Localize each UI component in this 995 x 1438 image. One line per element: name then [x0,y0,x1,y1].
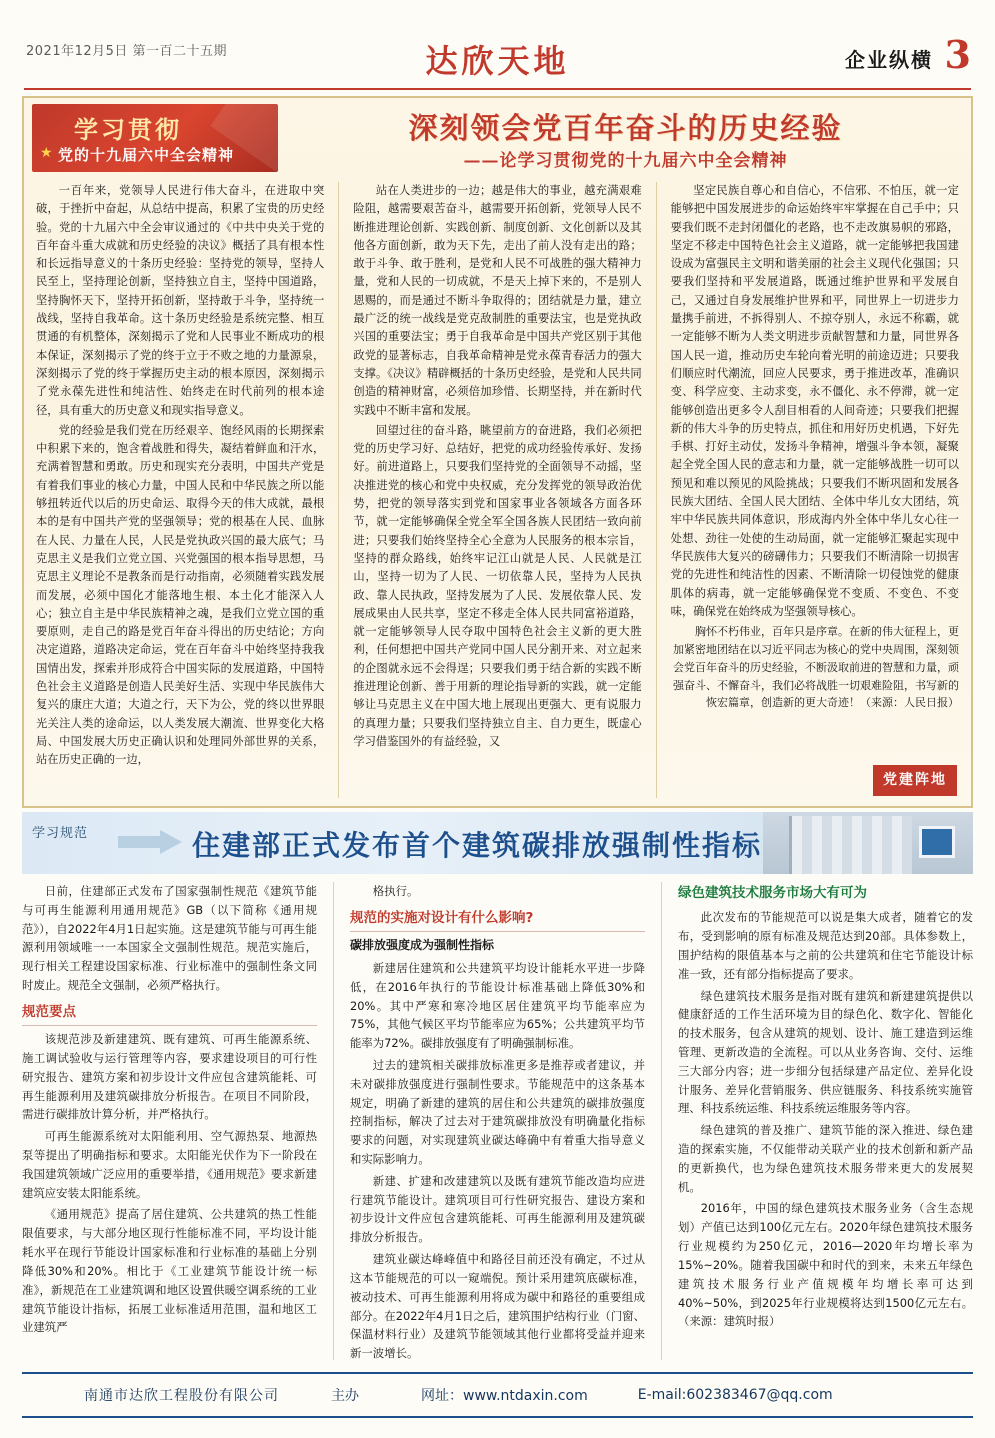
page-number: 3 [944,32,971,77]
article-lead-col3 [671,182,959,798]
party-building-stamp: 党建阵地 [873,765,957,796]
issue-date: 2021年12月5日 第一百二十五期 [26,44,228,59]
page-footer [22,1372,973,1418]
star-icon: ★ [40,145,53,161]
subheading-norm-points: 规范要点 [22,1001,317,1026]
study-norm-tag: 学习规范 [32,826,89,841]
article-lead-col2 [353,182,641,798]
paragraph: 新建、扩建和改建建筑以及既有建筑节能改造均应进行建筑节能设计。建筑项目可行性研究报告、建设方案和初步设计文件应包含建筑能耗、可再生能源利用及建筑碳排放分析报告。 [350,1173,645,1245]
paragraph: 站在人类进步的一边；越是伟大的事业，越充满艰难险阻，越需要艰苦奋斗，越需要开拓创新，党领导人民不断推进理论创新、实践创新、制度创新、文化创新以及其他各方面创新，敢为天下先，走出了前人没有走出的路；敢于斗争、敢于胜利，是党和人民不可战胜的强大精神力量，党和人民的一切成就，不是天上掉下来的，不是别人恩赐的，而是通过不断斗争取得的；团结就是力量，建立最广泛的统一战线是党克敌制胜的重要法宝，也是党执政兴国的重要法宝；勇于自我革命是中国共产党区别于其他政党的显著标志，自我革命精神是党永葆青春活力的强大支撑。《决议》精辟概括的十条历史经验，是党和人民共同创造的精神财富，必须倍加珍惜、长期坚持，并在新时代实践中不断丰富和发展。 [353,184,642,417]
column-divider [333,882,334,1360]
paragraph: 《通用规范》提高了居住建筑、公共建筑的热工性能限值要求，与大部分地区现行性能标准不同，平均设计能耗水平在现行节能设计国家标准和行业标准的基础上分别降低30%和20%。相比于《工业建筑节能设计统一标准》，新规范在工业建筑调和地区设置供暖空调系统的工业建筑节能设计指标，拓展工业标准适用范围，温和地区工业建筑严 [22,1207,317,1335]
footer-website[interactable]: 网址：www.ntdaxin.com [421,1388,588,1404]
paragraph-source: 胸怀不朽伟业，百年只是序章。在新的伟大征程上，更加紧密地团结在以习近平同志为核心的党中央周围，深刻领会党百年奋斗的历史经验，不断汲取前进的智慧和力量，顽强奋斗、不懈奋斗，我们必将战胜一切艰难险阻，书写新的恢宏篇章，创造新的更大奇迹！（来源：人民日报） [672,625,959,710]
article-lead-header [24,98,971,180]
subheading-green-market: 绿色建筑技术服务市场大有可为 [678,885,867,901]
article-second-columns [22,882,973,1360]
paragraph: 格执行。 [372,884,419,898]
masthead [0,0,995,92]
paragraph: 该规范涉及新建建筑、既有建筑、可再生能源系统、施工调试验收与运行管理等内容，要求建设项目的可行性研究报告、建筑方案和初步设计文件应包含建筑能耗、可再生能源利用及建筑碳排放分析报告。在项目不同阶段，需进行碳排放计算分析，并严格执行。 [22,1032,317,1122]
section-title: 企业纵横 [845,48,933,72]
building-photo [763,812,973,874]
study-badge-line1: 学习贯彻 [74,115,182,144]
article-lead-title: 深刻领会党百年奋斗的历史经验 [408,111,843,145]
subheading-carbon-intensity: 碳排放强度成为强制性指标 [350,938,495,953]
study-badge-line2: 党的十九届六中全会精神 [58,146,235,164]
paragraph: 绿色建筑技术服务是指对既有建筑和新建建筑提供以健康舒适的工作生活环境为目的绿色化、数字化、智能化的技术服务，包含从建筑的规划、设计、施工建造到运维管理、更新改造的全流程。可以从业务咨询、交付、运维三大部分内容；进一步细分包括绿建产品定位、差异化设计服务、差异化营销服务、供应链服务、科技系统实施管理、科技系统运维、科技系统运维服务等内容。 [678,988,973,1116]
paragraph: 2016年，中国的绿色建筑技术服务业务（含生态规划）产值已达到100亿元左右。2020年绿色建筑技术服务行业规模约为250亿元，2016—2020年均增长率为15%~20%。随着我国碳中和时代的到来，未来五年绿色建筑技术服务行业产值规模年均增长率可达到40%~50%，到2025年行业规模将达到1500亿元左右。（来源：建筑时报） [678,1201,973,1329]
paragraph: 此次发布的节能规范可以说是集大成者，随着它的发布，受到影响的原有标准及规范达到20部。具体参数上，围护结构的限值基本与之前的公共建筑和住宅节能设计标准一致，还有部分指标提高了要求。 [678,910,973,981]
column-divider [661,882,662,1360]
paragraph: 回望过往的奋斗路，眺望前方的奋进路，我们必须把党的历史学习好、总结好，把党的成功经验传承好、发扬好。前进道路上，只要我们坚持党的全面领导不动摇，坚决推进党的核心和党中央权威，充分发挥党的领导政治优势，把党的领导落实到党和国家事业各领域各方面各环节，就一定能够确保全党全军全国各族人民团结一致向前进；只要我们始终坚持全心全意为人民服务的根本宗旨，坚持的群众路线，始终牢记江山就是人民、人民就是江山，坚持一切为了人民、一切依靠人民，坚持为人民执政、靠人民执政，坚持发展为了人民、发展依靠人民、发展成果由人民共享，坚定不移走全体人民共同富裕道路，就一定能够领导人民夺取中国特色社会主义新的更大胜利，任何想把中国共产党同中国人民分割开来、对立起来的企图就永远不会得逞；只要我们勇于结合新的实践不断推进理论创新、善于用新的理论指导新的实践，就一定能够让马克思主义在中国大地上展现出更强大、更有说服力的真理力量；只要我们坚持独立自主、自力更生，既虚心学习借鉴国外的有益经验，又 [353,423,642,748]
column-divider [656,182,657,798]
paragraph: 日前，住建部正式发布了国家强制性规范《建筑节能与可再生能源利用通用规范》GB（以下简称《通用规范》），自2022年4月1日起实施。这是建筑节能与可再生能源利用领域唯一一本国家全文强制性规范。规范实施后，现行相关工程建设国家标准、行业标准中的强制性条文同时废止。规范全文强制，必须严格执行。 [22,884,317,993]
article-lead-col1 [36,182,324,798]
article-second-title: 住建部正式发布首个建筑碳排放强制性指标 [192,829,763,862]
study-badge [32,104,278,172]
footer-company: 南通市达欣工程股份有限公司 [84,1388,279,1404]
article-second-col1 [22,882,317,1360]
article-lead [22,96,973,808]
article-lead-subtitle: ——论学习贯彻党的十九届六中全会精神 [463,151,788,171]
paragraph: 党的经验是我们党在历经艰辛、饱经风雨的长期探索中积累下来的，饱含着战胜和得失，凝结着鲜血和汗水，充满着智慧和勇敢。历史和现实充分表明，中国共产党是有着我们事业的核心力量，中国人民和中华民族之所以能够扭转近代以后的历史命运、取得今天的伟大成就，最根本的是有中国共产党的坚强领导；党的根基在人民、血脉在人民、力量在人民，人民是党执政兴国的最大底气；马克思主义是我们立党立国、兴党强国的根本指导思想，马克思主义理论不是教条而是行动指南，必须随着实践发展而发展，必须中国化才能落地生根、本土化才能深入人心；独立自主是中华民族精神之魂，是我们立党立国的重要原则，走自己的路是党百年奋斗得出的历史结论；方向决定道路，道路决定命运，党在百年奋斗中始终坚持我我国情出发，探索并形成符合中国实际的发展道路，中国特色社会主义道路是创造人民美好生活、实现中华民族伟大复兴的康庄大道；大道之行，天下为公，党的终以世界眼光关注人类的途命运，以人类发展大潮流、世界变化大格局、中国发展大历史正确认识和处理同外部世界的关系，站在历史正确的一边， [36,423,325,767]
column-divider [338,182,339,798]
paragraph: 建筑业碳达峰峰值中和路径目前还没有确定，不过从这本节能规范的可以一窥端倪。预计采用建筑底碳标准，被动技术、可再生能源利用将成为碳中和路径的重要组成部分。在2022年4月1日之后，建筑围护结构行业（门窗、保温材料行业）及建筑节能领域其他行业都将受益并迎来新一波增长。 [350,1252,645,1361]
paragraph: 新建居住建筑和公共建筑平均设计能耗水平进一步降低，在2016年执行的节能设计标准基础上降低30%和20%。其中严寒和寒冷地区居住建筑平均节能率应为75%，其他气候区平均节能率应为65%；公共建筑平均节能率为72%。碳排放强度有了明确强制标准。 [350,960,645,1051]
article-second-col3 [678,882,973,1360]
paragraph: 过去的建筑相关碳排放标准更多是推荐或者建议，并未对碳排放强度进行强制性要求。节能规范中的这条基本规定，明确了新建的建筑的居住和公共建筑的碳排放强度控制指标，解决了过去对于建筑碳排放没有明确量化指标要求的问题，对实现建筑业碳达峰确中有着重大指导意义和实际影响力。 [350,1057,645,1166]
arrow-icon [118,830,182,854]
paragraph: 坚定民族自尊心和自信心，不信邪、不怕压，就一定能够把中国发展进步的命运始终牢牢掌握在自己手中；只要我们既不走封闭僵化的老路，也不走改旗易帜的邪路，坚定不移走中国特色社会主义道路，就一定能够把我国建设成为富强民主文明和谐美丽的社会主义现代化强国；只要我们坚持和平发展道路，既通过维护世界和平发展自己，又通过自身发展维护世界和平，同世界上一切进步力量携手前进，不拆得别人、不掠夺别人，永远不称霸，就一定能够不断为人类文明进步贡献智慧和力量，同世界各国人民一道，推动历史车轮向着光明的前途迈进；只要我们顺应时代潮流，回应人民要求，勇于推进改革，准确识变、科学应变、主动求变，永不僵化、永不停滞，就一定能够创造出更多令人刮目相看的人间奇迹；只要我们把握新的伟大斗争的历史特点，抓住和用好历史机遇，下好先手棋、打好主动仗，发扬斗争精神，增强斗争本领，凝聚起全党全国人民的意志和力量，就一定能够战胜一切可以预见和难以预见的风险挑战；只要我们不断巩固和发展各民族大团结、全国人民大团结、全体中华儿女大团结，筑牢中华民族共同体意识，形成海内外全体中华儿女心往一处想、劲往一处使的生动局面，就一定能够汇聚起实现中华民族伟大复兴的磅礴伟力；只要我们不断清除一切损害党的先进性和纯洁性的因素、不断清除一切侵蚀党的健康肌体的病毒，就一定能够确保党不变质、不变色、不变味，确保党在始终成为坚强领导核心。 [670,184,959,618]
paper-title: 达欣天地 [425,42,570,80]
subheading-design-impact: 规范的实施对设计有什么影响? [350,907,645,932]
footer-host: 主办 [331,1388,359,1404]
paragraph: 可再生能源系统对太阳能利用、空气源热泵、地源热泵等提出了明确指标和要求。太阳能光伏作为下一阶段在我国建筑领域广泛应用的重要举措，《通用规范》要求新建建筑应安装太阳能系统。 [22,1129,317,1200]
masthead-divider [24,88,971,90]
article-second-header [22,812,973,874]
paragraph: 绿色建筑的普及推广、建筑节能的深入推进、绿色建造的探索实施，不仅能带动关联产业的技术创新和新产品的更新换代，也为绿色建筑技术服务带来更大的发展契机。 [678,1123,973,1194]
paragraph: 一百年来，党领导人民进行伟大奋斗，在进取中突破，于挫折中奋起，从总结中提高，积累了宝贵的历史经验。党的十九届六中全会审议通过的《中共中央关于党的百年奋斗重大成就和历史经验的决议》概括了具有根本性和长远指导意义的十条历史经验：坚持党的领导，坚持人民至上，坚持理论创新，坚持独立自主，坚持中国道路，坚持胸怀天下，坚持开拓创新，坚持敢于斗争，坚持统一战线，坚持自我革命。这十条历史经验是系统完整、相互贯通的有机整体，深刻揭示了党和人民事业不断成功的根本保证，深刻揭示了党的终于立于不败之地的力量源泉，深刻揭示了党的终于掌握历史主动的根本原因，深刻揭示了党永葆先进性和纯洁性、始终走在时代前列的根本途径，具有重大的历史意义和现实指导意义。 [36,184,325,417]
article-lead-columns [36,182,959,798]
article-second-col2 [350,882,645,1360]
footer-email[interactable]: E-mail:602383467@qq.com [637,1387,833,1403]
